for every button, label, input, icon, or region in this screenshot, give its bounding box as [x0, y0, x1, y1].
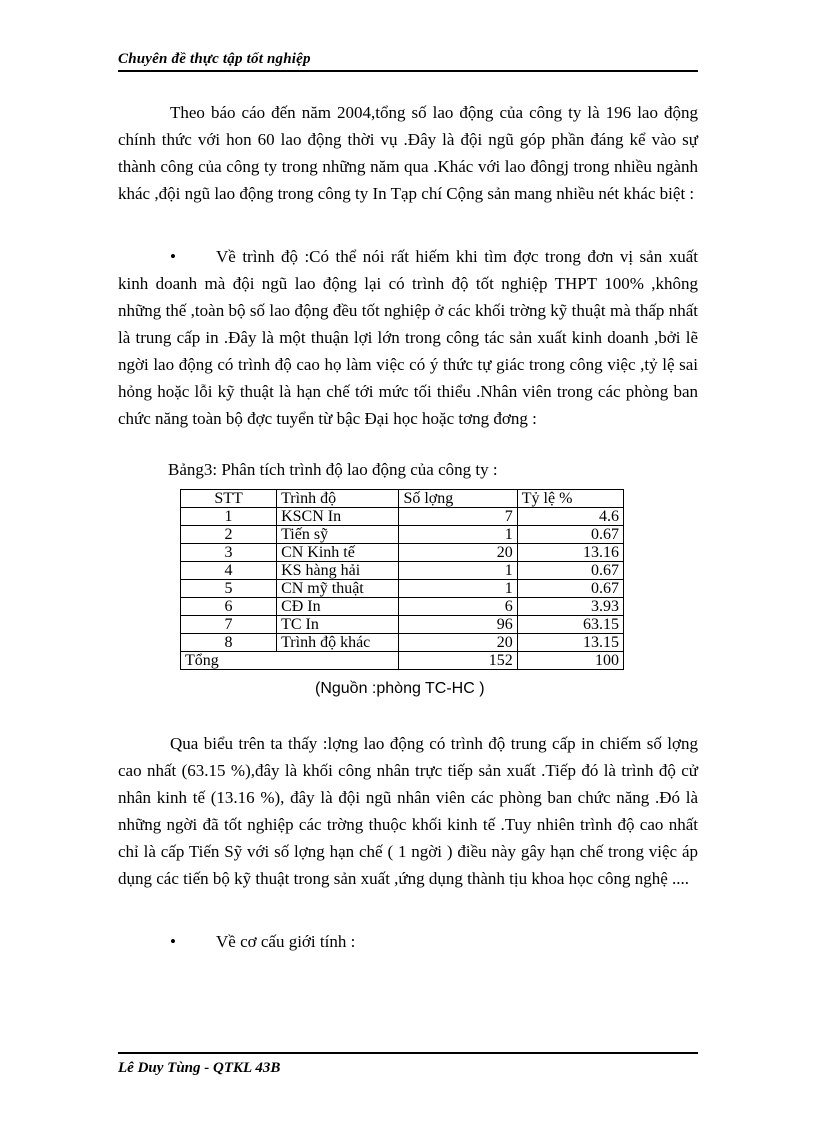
cell-count: 6 [399, 598, 517, 616]
table-row [181, 508, 624, 526]
table-source: (Nguồn :phòng TC-HC ) [315, 680, 485, 697]
cell-percent: 13.15 [517, 634, 623, 652]
total-percent: 100 [517, 652, 623, 670]
cell-percent: 13.16 [517, 544, 623, 562]
cell-stt: 3 [181, 544, 277, 562]
cell-percent: 3.93 [517, 598, 623, 616]
table-row [181, 634, 624, 652]
bullet-education-level: Về trình độ :Có thể nói rất hiếm khi tìm đợc trong đơn vị sản xuất kinh doanh mà đội ngũ lao động lại có trình độ tốt nghiệp THPT 100% ,không những thế ,toàn bộ số lao động đều tốt nghiệp ở các khối trờng kỹ thuật mà thấp nhất là trung cấp in .Đây là một thuận lợi lớn trong công tác sản xuất kinh doanh ,bởi lẽ ngời lao động có trình độ cao họ làm việc có ý thức tự giác trong công việc ,tỷ lệ sai hỏng hoặc lỗi kỹ thuật là hạn chế tới mức tối thiểu .Nhân viên trong các phòng ban chức năng toàn bộ đợc tuyển từ bậc Đại học hoặc tơng đơng : [118, 247, 698, 428]
header-stt: STT [181, 490, 277, 508]
page-footer [118, 1052, 698, 1077]
cell-stt: 5 [181, 580, 277, 598]
cell-count: 20 [399, 544, 517, 562]
table-total-row [181, 652, 624, 670]
cell-stt: 4 [181, 562, 277, 580]
table-caption: Bảng3: Phân tích trình độ lao động của công ty : [168, 460, 498, 479]
cell-stt: 7 [181, 616, 277, 634]
page-header [118, 50, 698, 72]
total-count: 152 [399, 652, 517, 670]
cell-count: 1 [399, 562, 517, 580]
paragraph-intro: Theo báo cáo đến năm 2004,tổng số lao động của công ty là 196 lao động chính thức với hon 60 lao động thời vụ .Đây là đội ngũ góp phần đáng kể vào sự thành công của công ty trong những năm qua .Khác với lao đôngj trong nhiều ngành khác ,đội ngũ lao động trong công ty In Tạp chí Cộng sản mang nhiều nét khác biệt : [118, 103, 698, 203]
cell-percent: 0.67 [517, 562, 623, 580]
total-spacer [277, 652, 399, 670]
cell-level: CN mỹ thuật [277, 580, 399, 598]
table-row [181, 598, 624, 616]
header-percent: Tỷ lệ % [517, 490, 623, 508]
bullet-icon: • [170, 932, 176, 951]
cell-level: Tiến sỹ [277, 526, 399, 544]
cell-count: 1 [399, 526, 517, 544]
cell-stt: 1 [181, 508, 277, 526]
cell-count: 20 [399, 634, 517, 652]
cell-percent: 0.67 [517, 526, 623, 544]
cell-stt: 6 [181, 598, 277, 616]
header-level: Trình độ [277, 490, 399, 508]
table-row [181, 526, 624, 544]
table-row [181, 616, 624, 634]
cell-level: CĐ In [277, 598, 399, 616]
cell-count: 96 [399, 616, 517, 634]
header-count: Số lợng [399, 490, 517, 508]
cell-level: Trình độ khác [277, 634, 399, 652]
cell-stt: 8 [181, 634, 277, 652]
table-row [181, 580, 624, 598]
cell-count: 7 [399, 508, 517, 526]
cell-level: KS hàng hải [277, 562, 399, 580]
table-row [181, 562, 624, 580]
table-row [181, 544, 624, 562]
table-header-row [181, 490, 624, 508]
cell-count: 1 [399, 580, 517, 598]
bullet-gender-structure: Về cơ cấu giới tính : [216, 932, 356, 951]
footer-author: Lê Duy Tùng - QTKL 43B [118, 1060, 281, 1076]
cell-level: TC In [277, 616, 399, 634]
cell-percent: 63.15 [517, 616, 623, 634]
cell-stt: 2 [181, 526, 277, 544]
education-table [180, 489, 624, 670]
paragraph-analysis: Qua biểu trên ta thấy :lợng lao động có trình độ trung cấp in chiếm số lợng cao nhất (63.15 %),đây là khối công nhân trực tiếp sản xuất .Tiếp đó là trình độ cử nhân kinh tế (13.16 %), đây là đội ngũ nhân viên các phòng ban chức năng .Đó là những ngời đã tốt nghiệp các trờng thuộc khối kinh tế .Tuy nhiên trình độ cao nhất chỉ là cấp Tiến Sỹ với số lợng hạn chế ( 1 ngời ) điều này gây hạn chế trong việc áp dụng các tiến bộ kỹ thuật trong sản xuất ,ứng dụng thành tịu khoa học công nghệ .... [118, 734, 698, 888]
total-label: Tổng [181, 652, 277, 670]
header-title: Chuyên đề thực tập tốt nghiệp [118, 51, 311, 67]
cell-level: KSCN In [277, 508, 399, 526]
cell-percent: 4.6 [517, 508, 623, 526]
cell-percent: 0.67 [517, 580, 623, 598]
bullet-icon: • [170, 247, 176, 266]
cell-level: CN Kinh tế [277, 544, 399, 562]
